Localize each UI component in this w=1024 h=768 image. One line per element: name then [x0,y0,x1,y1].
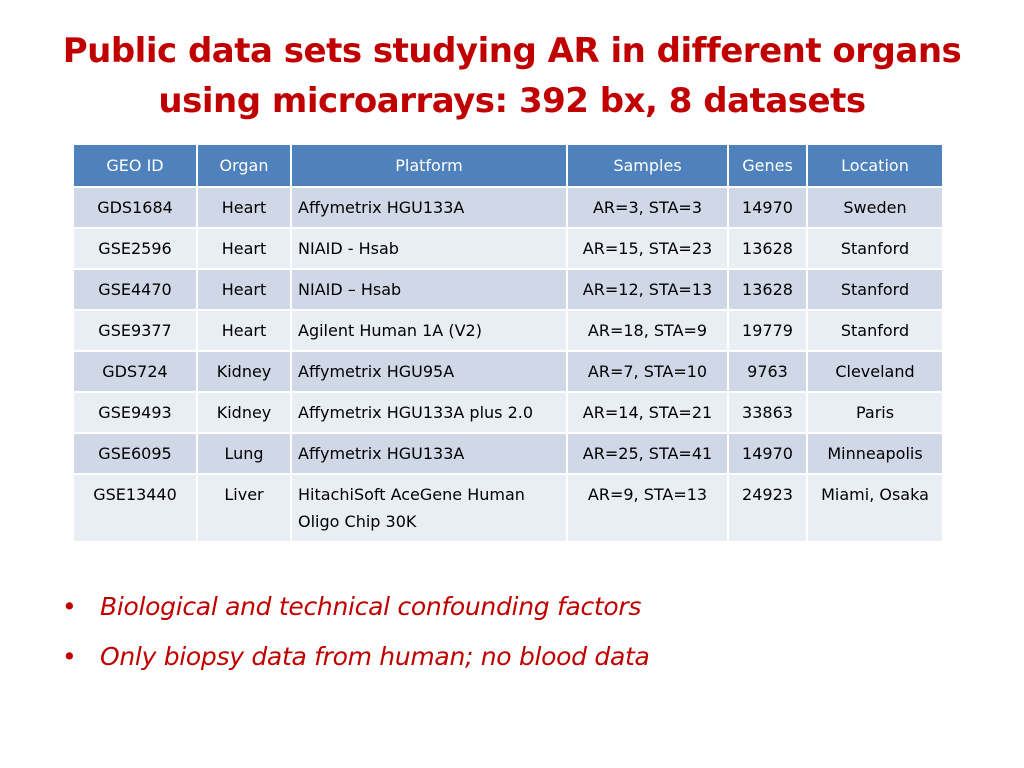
cell-platform: NIAID – Hsab [291,269,567,310]
cell-geo-id: GSE9493 [73,392,197,433]
cell-genes: 9763 [728,351,807,392]
cell-samples: AR=3, STA=3 [567,187,728,228]
bullet-item [62,638,650,676]
cell-location: Minneapolis [807,433,943,474]
bullet-marker: • [62,642,77,671]
cell-samples: AR=9, STA=13 [567,474,728,542]
table-row [73,310,943,351]
header-location: Location [807,144,943,187]
table-header-row [73,144,943,187]
cell-location: Sweden [807,187,943,228]
cell-platform: Affymetrix HGU133A [291,433,567,474]
cell-organ: Lung [197,433,291,474]
cell-platform: HitachiSoft AceGene Human Oligo Chip 30K [291,474,567,542]
cell-geo-id: GSE9377 [73,310,197,351]
table-row [73,351,943,392]
table-row [73,433,943,474]
cell-organ: Heart [197,187,291,228]
cell-samples: AR=14, STA=21 [567,392,728,433]
table-row [73,228,943,269]
cell-genes: 24923 [728,474,807,542]
table-row [73,392,943,433]
cell-platform: NIAID - Hsab [291,228,567,269]
cell-geo-id: GSE13440 [73,474,197,542]
cell-samples: AR=18, STA=9 [567,310,728,351]
header-genes: Genes [728,144,807,187]
bullet-list [62,588,650,688]
cell-organ: Heart [197,269,291,310]
cell-genes: 13628 [728,228,807,269]
cell-samples: AR=25, STA=41 [567,433,728,474]
cell-genes: 14970 [728,187,807,228]
bullet-text: Biological and technical confounding factors [100,592,642,621]
table-row [73,474,943,542]
table-row [73,269,943,310]
table-row [73,187,943,228]
cell-organ: Kidney [197,351,291,392]
cell-location: Stanford [807,310,943,351]
cell-geo-id: GDS1684 [73,187,197,228]
cell-location: Cleveland [807,351,943,392]
cell-location: Stanford [807,228,943,269]
bullet-marker: • [62,592,77,621]
cell-organ: Heart [197,310,291,351]
cell-organ: Liver [197,474,291,542]
header-samples: Samples [567,144,728,187]
bullet-item [62,588,650,626]
cell-samples: AR=15, STA=23 [567,228,728,269]
cell-geo-id: GDS724 [73,351,197,392]
cell-platform: Affymetrix HGU95A [291,351,567,392]
cell-platform: Affymetrix HGU133A plus 2.0 [291,392,567,433]
slide-title-line-1: Public data sets studying AR in different organs [62,31,962,71]
cell-genes: 19779 [728,310,807,351]
cell-location: Stanford [807,269,943,310]
datasets-table [72,143,944,543]
cell-platform: Agilent Human 1A (V2) [291,310,567,351]
cell-samples: AR=7, STA=10 [567,351,728,392]
cell-samples: AR=12, STA=13 [567,269,728,310]
cell-genes: 13628 [728,269,807,310]
cell-platform: Affymetrix HGU133A [291,187,567,228]
cell-organ: Kidney [197,392,291,433]
slide-title [40,26,984,126]
cell-geo-id: GSE2596 [73,228,197,269]
cell-genes: 14970 [728,433,807,474]
header-platform: Platform [291,144,567,187]
cell-location: Miami, Osaka [807,474,943,542]
bullet-text: Only biopsy data from human; no blood data [100,642,650,671]
cell-organ: Heart [197,228,291,269]
cell-geo-id: GSE6095 [73,433,197,474]
slide-title-line-2: using microarrays: 392 bx, 8 datasets [158,81,866,121]
header-geo-id: GEO ID [73,144,197,187]
cell-genes: 33863 [728,392,807,433]
header-organ: Organ [197,144,291,187]
cell-location: Paris [807,392,943,433]
cell-geo-id: GSE4470 [73,269,197,310]
